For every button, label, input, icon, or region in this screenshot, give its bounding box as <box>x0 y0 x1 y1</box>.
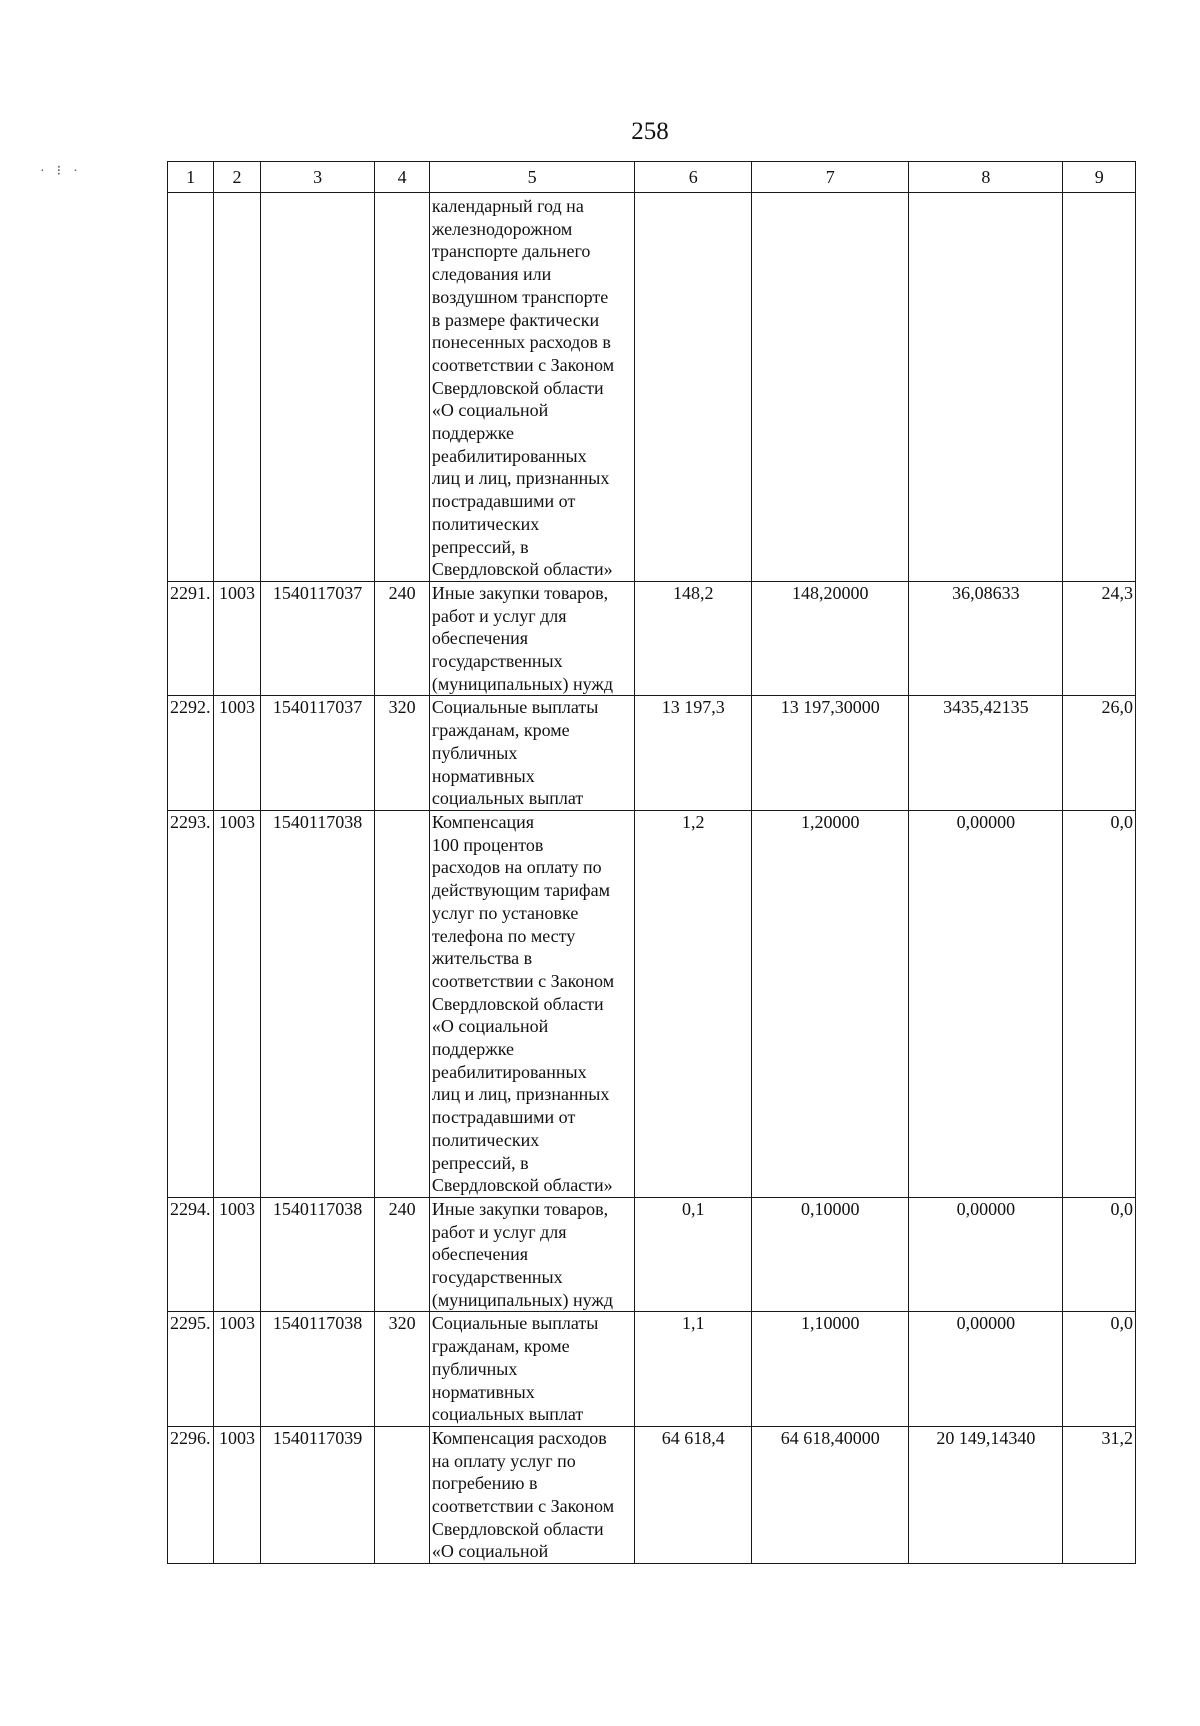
page-number: 258 <box>631 118 669 145</box>
header-col-2: 2 <box>214 162 260 193</box>
execution-percent: 24,3 <box>1063 581 1136 696</box>
row-description: Компенсация расходов на оплату услуг по погребению в соответствии с Законом Свердловской области «О социальной <box>429 1426 634 1563</box>
amended-amount: 0,10000 <box>752 1197 909 1312</box>
executed-amount: 3435,42135 <box>909 696 1063 811</box>
row-number: 2294. <box>168 1197 214 1312</box>
row-description: Компенсация 100 процентов расходов на оплату по действующим тарифам услуг по установке телефона по месту жительства в соответствии с Законом Свердловской области «О социальной поддержке реабилитированных лиц и лиц, признанных пострадавшими от политических репрессий, в Свердловской области» <box>429 810 634 1197</box>
table-row <box>168 581 1136 696</box>
continuation-row <box>168 193 1136 582</box>
row-description: Иные закупки товаров, работ и услуг для обеспечения государственных (муниципальных) нужд <box>429 581 634 696</box>
execution-percent: 26,0 <box>1063 696 1136 811</box>
header-col-1: 1 <box>168 162 214 193</box>
section-code: 1003 <box>214 810 260 1197</box>
plan-amount: 13 197,3 <box>635 696 752 811</box>
executed-amount: 0,00000 <box>909 810 1063 1197</box>
header-col-9: 9 <box>1063 162 1136 193</box>
target-code: 1540117037 <box>260 581 375 696</box>
target-code: 1540117038 <box>260 1197 375 1312</box>
target-code: 1540117039 <box>260 1426 375 1563</box>
header-col-8: 8 <box>909 162 1063 193</box>
table-row <box>168 696 1136 811</box>
header-col-6: 6 <box>635 162 752 193</box>
row-number: 2295. <box>168 1312 214 1427</box>
row-description: Социальные выплаты гражданам, кроме публичных нормативных социальных выплат <box>429 696 634 811</box>
expense-type-code <box>375 810 429 1197</box>
header-row <box>168 162 1136 193</box>
table-row <box>168 1426 1136 1563</box>
header-col-4: 4 <box>375 162 429 193</box>
section-code: 1003 <box>214 1426 260 1563</box>
amended-amount: 148,20000 <box>752 581 909 696</box>
row-number: 2291. <box>168 581 214 696</box>
amended-amount: 64 618,40000 <box>752 1426 909 1563</box>
table-row <box>168 1197 1136 1312</box>
plan-amount: 0,1 <box>635 1197 752 1312</box>
expense-type-code: 320 <box>375 696 429 811</box>
amended-amount: 1,20000 <box>752 810 909 1197</box>
amended-amount: 13 197,30000 <box>752 696 909 811</box>
amended-amount: 1,10000 <box>752 1312 909 1427</box>
expense-type-code: 240 <box>375 581 429 696</box>
execution-percent: 31,2 <box>1063 1426 1136 1563</box>
executed-amount: 36,08633 <box>909 581 1063 696</box>
budget-table <box>167 161 1136 1564</box>
plan-amount: 1,1 <box>635 1312 752 1427</box>
header-col-7: 7 <box>752 162 909 193</box>
row-number: 2296. <box>168 1426 214 1563</box>
target-code: 1540117037 <box>260 696 375 811</box>
plan-amount: 1,2 <box>635 810 752 1197</box>
row-description: Иные закупки товаров, работ и услуг для обеспечения государственных (муниципальных) нужд <box>429 1197 634 1312</box>
execution-percent: 0,0 <box>1063 1197 1136 1312</box>
section-code: 1003 <box>214 1197 260 1312</box>
execution-percent: 0,0 <box>1063 1312 1136 1427</box>
expense-type-code: 240 <box>375 1197 429 1312</box>
plan-amount: 64 618,4 <box>635 1426 752 1563</box>
expense-type-code <box>375 1426 429 1563</box>
scan-artifact-marks: ·⁝· <box>40 164 90 179</box>
expense-type-code: 320 <box>375 1312 429 1427</box>
executed-amount: 20 149,14340 <box>909 1426 1063 1563</box>
plan-amount: 148,2 <box>635 581 752 696</box>
header-col-3: 3 <box>260 162 375 193</box>
table-row <box>168 1312 1136 1427</box>
row-number: 2292. <box>168 696 214 811</box>
section-code: 1003 <box>214 1312 260 1427</box>
target-code: 1540117038 <box>260 810 375 1197</box>
row-description: Социальные выплаты гражданам, кроме публичных нормативных социальных выплат <box>429 1312 634 1427</box>
target-code: 1540117038 <box>260 1312 375 1427</box>
table-row <box>168 810 1136 1197</box>
header-col-5: 5 <box>429 162 634 193</box>
section-code: 1003 <box>214 696 260 811</box>
executed-amount: 0,00000 <box>909 1197 1063 1312</box>
section-code: 1003 <box>214 581 260 696</box>
executed-amount: 0,00000 <box>909 1312 1063 1427</box>
execution-percent: 0,0 <box>1063 810 1136 1197</box>
continuation-description: календарный год на железнодорожном транспорте дальнего следования или воздушном транспорте в размере фактически понесенных расходов в соответствии с Законом Свердловской области «О социальной поддержке реабилитированных лиц и лиц, признанных пострадавшими от политических репрессий, в Свердловской области» <box>429 193 634 582</box>
row-number: 2293. <box>168 810 214 1197</box>
